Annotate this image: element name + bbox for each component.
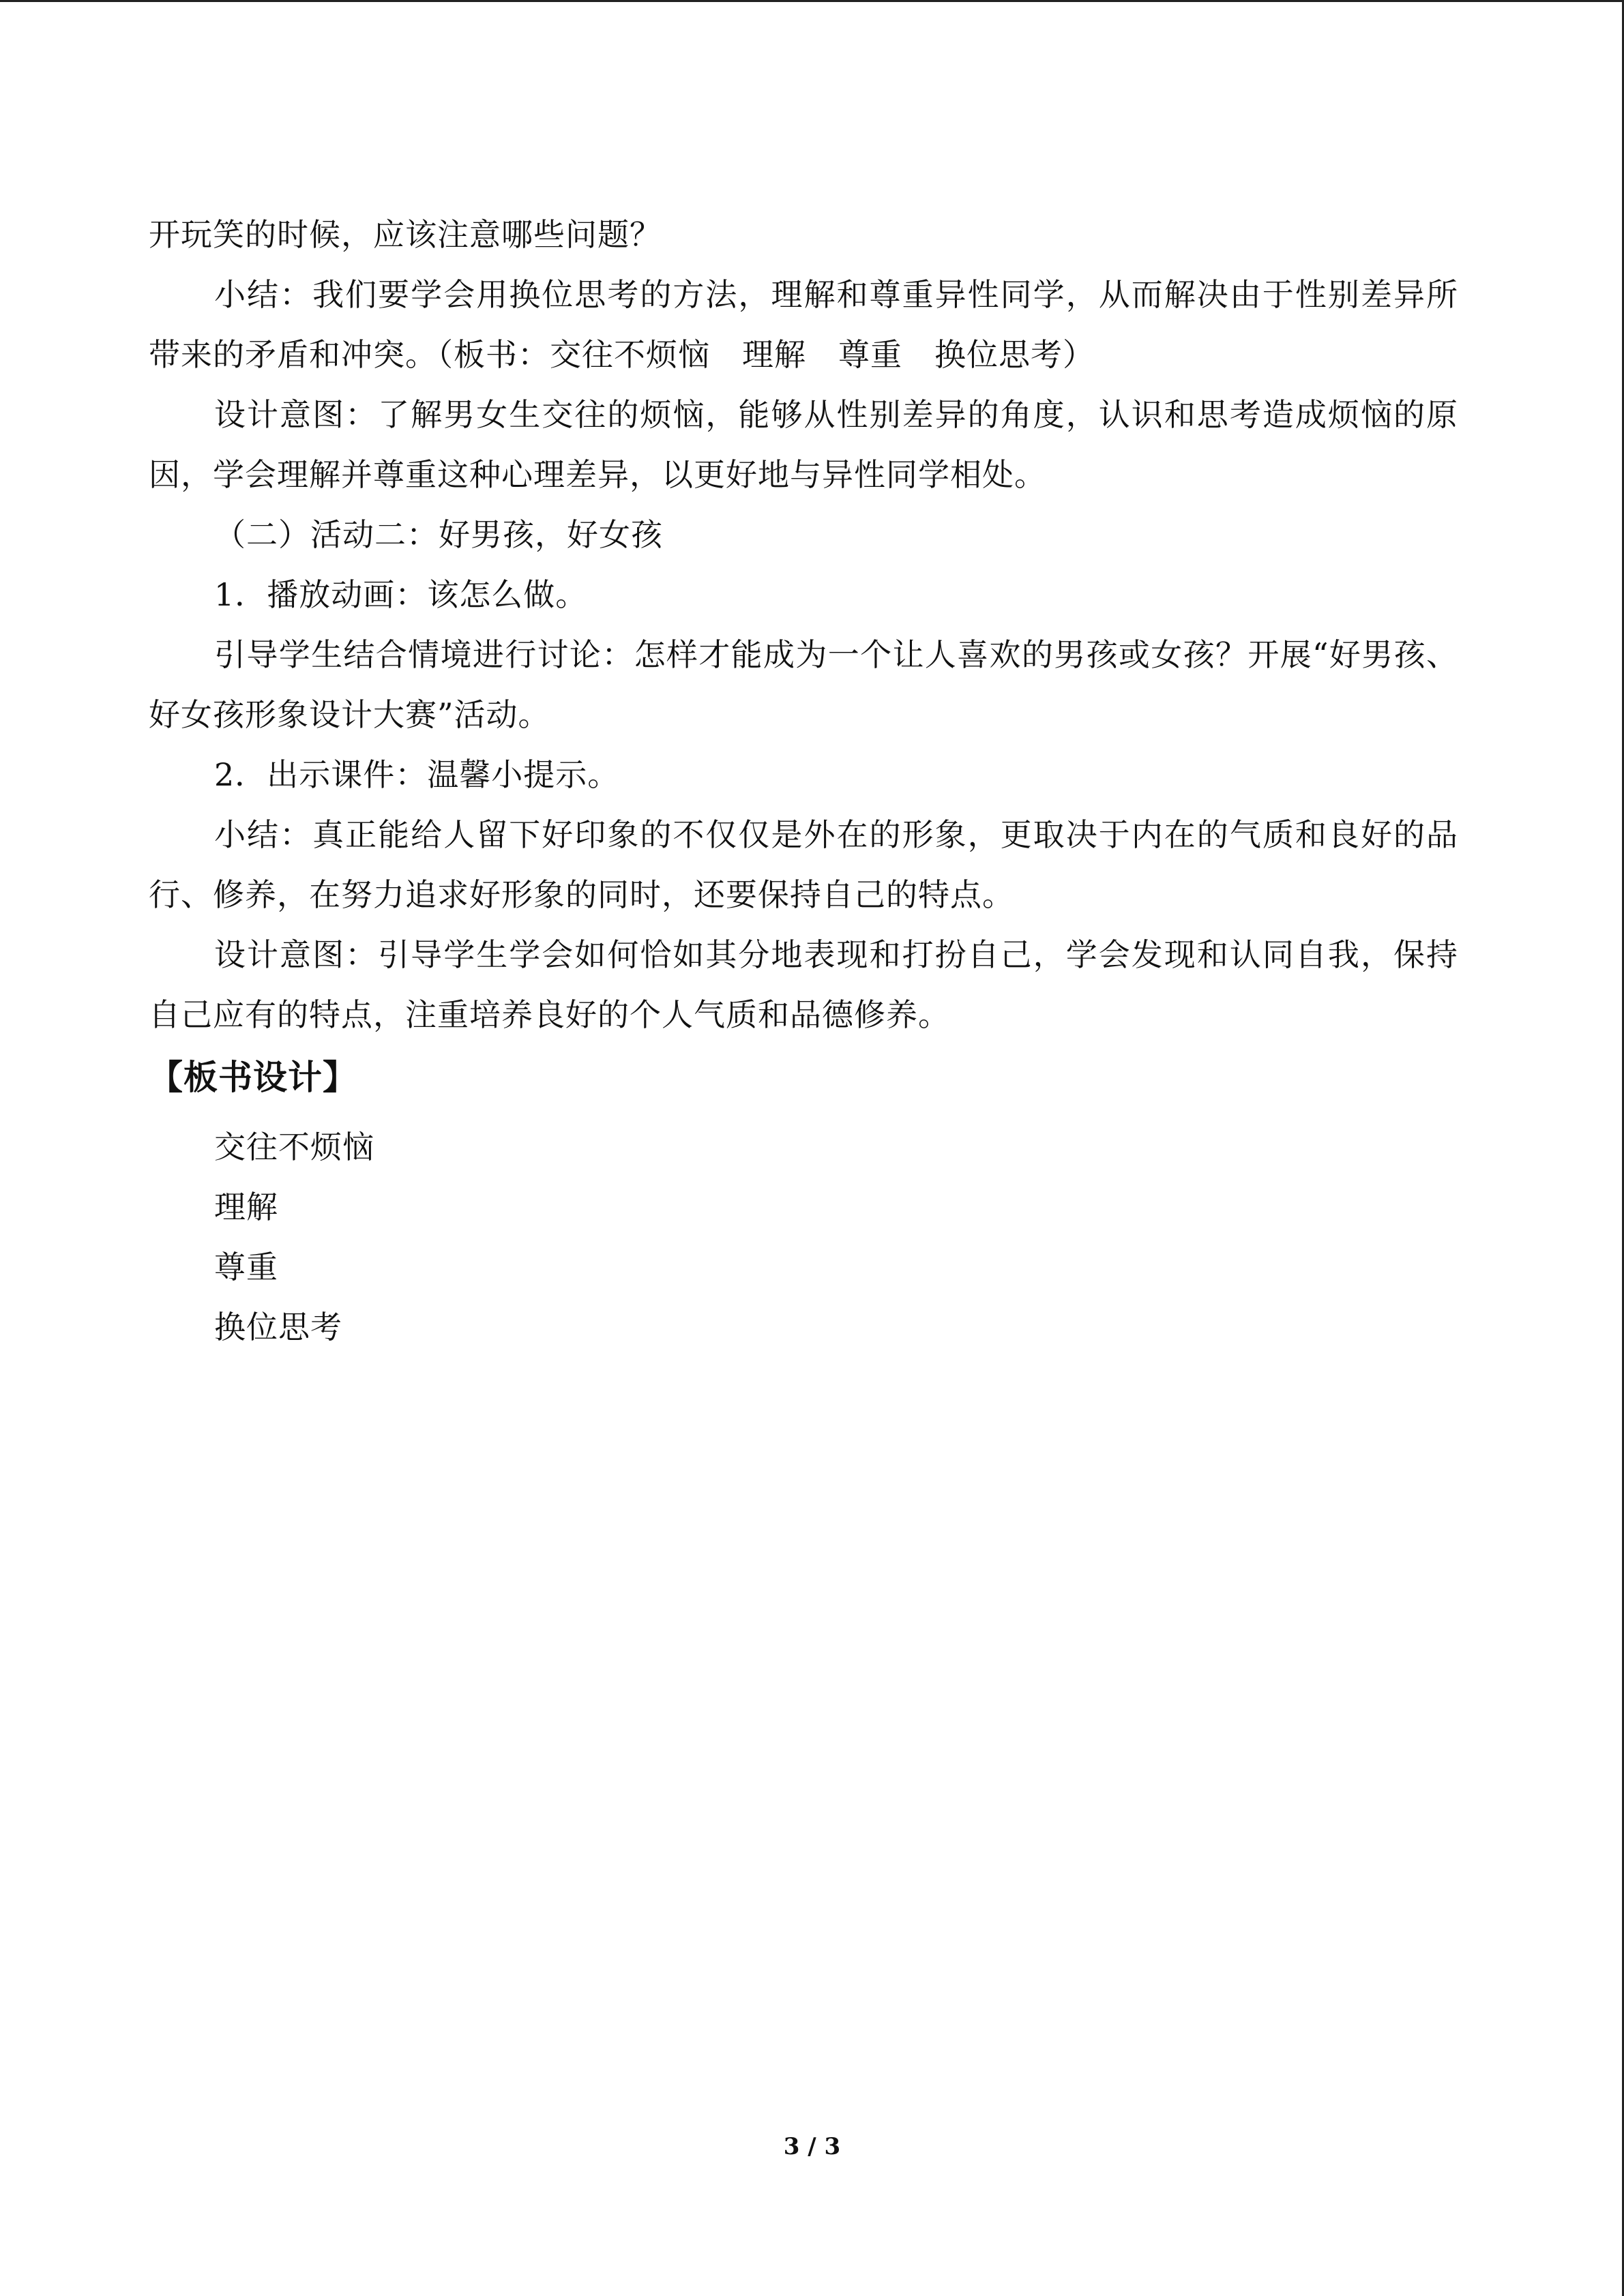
paragraph-4: （二）活动二：好男孩，好女孩 <box>214 516 663 553</box>
paragraph-8: 小结：真正能给人留下好印象的不仅仅是外在的形象，更取决于内在的气质和良好的品行、修养，在努力追求好形象的同时，还要保持自己的特点。 <box>149 816 1458 913</box>
paragraph-2: 小结：我们要学会用换位思考的方法，理解和尊重异性同学，从而解决由于性别差异所带来的矛盾和冲突。（板书：交往不烦恼 理解 尊重 换位思考） <box>149 276 1458 373</box>
page-number: 3 / 3 <box>783 2133 841 2160</box>
paragraph-1: 开玩笑的时候，应该注意哪些问题？ <box>149 216 662 253</box>
board-item-2: 理解 <box>214 1189 278 1225</box>
board-item-3: 尊重 <box>214 1249 278 1285</box>
paragraph-5: 1．播放动画：该怎么做。 <box>214 576 588 613</box>
paragraph-6: 引导学生结合情境进行讨论：怎样才能成为一个让人喜欢的男孩或女孩？开展“好男孩、好女孩形象设计大赛”活动。 <box>149 636 1458 733</box>
board-item-4: 换位思考 <box>214 1309 342 1345</box>
page-border-top <box>0 0 1624 2</box>
paragraph-7: 2．出示课件：温馨小提示。 <box>214 756 620 793</box>
paragraph-3: 设计意图：了解男女生交往的烦恼，能够从性别差异的角度，认识和思考造成烦恼的原因，学会理解并尊重这种心理差异，以更好地与异性同学相处。 <box>149 396 1458 493</box>
paragraph-9: 设计意图：引导学生学会如何恰如其分地表现和打扮自己，学会发现和认同自我，保持自己应有的特点，注重培养良好的个人气质和品德修养。 <box>149 936 1458 1033</box>
document-body <box>149 205 1458 1357</box>
board-item-1: 交往不烦恼 <box>214 1129 374 1165</box>
board-design-heading: 【板书设计】 <box>149 1058 357 1097</box>
